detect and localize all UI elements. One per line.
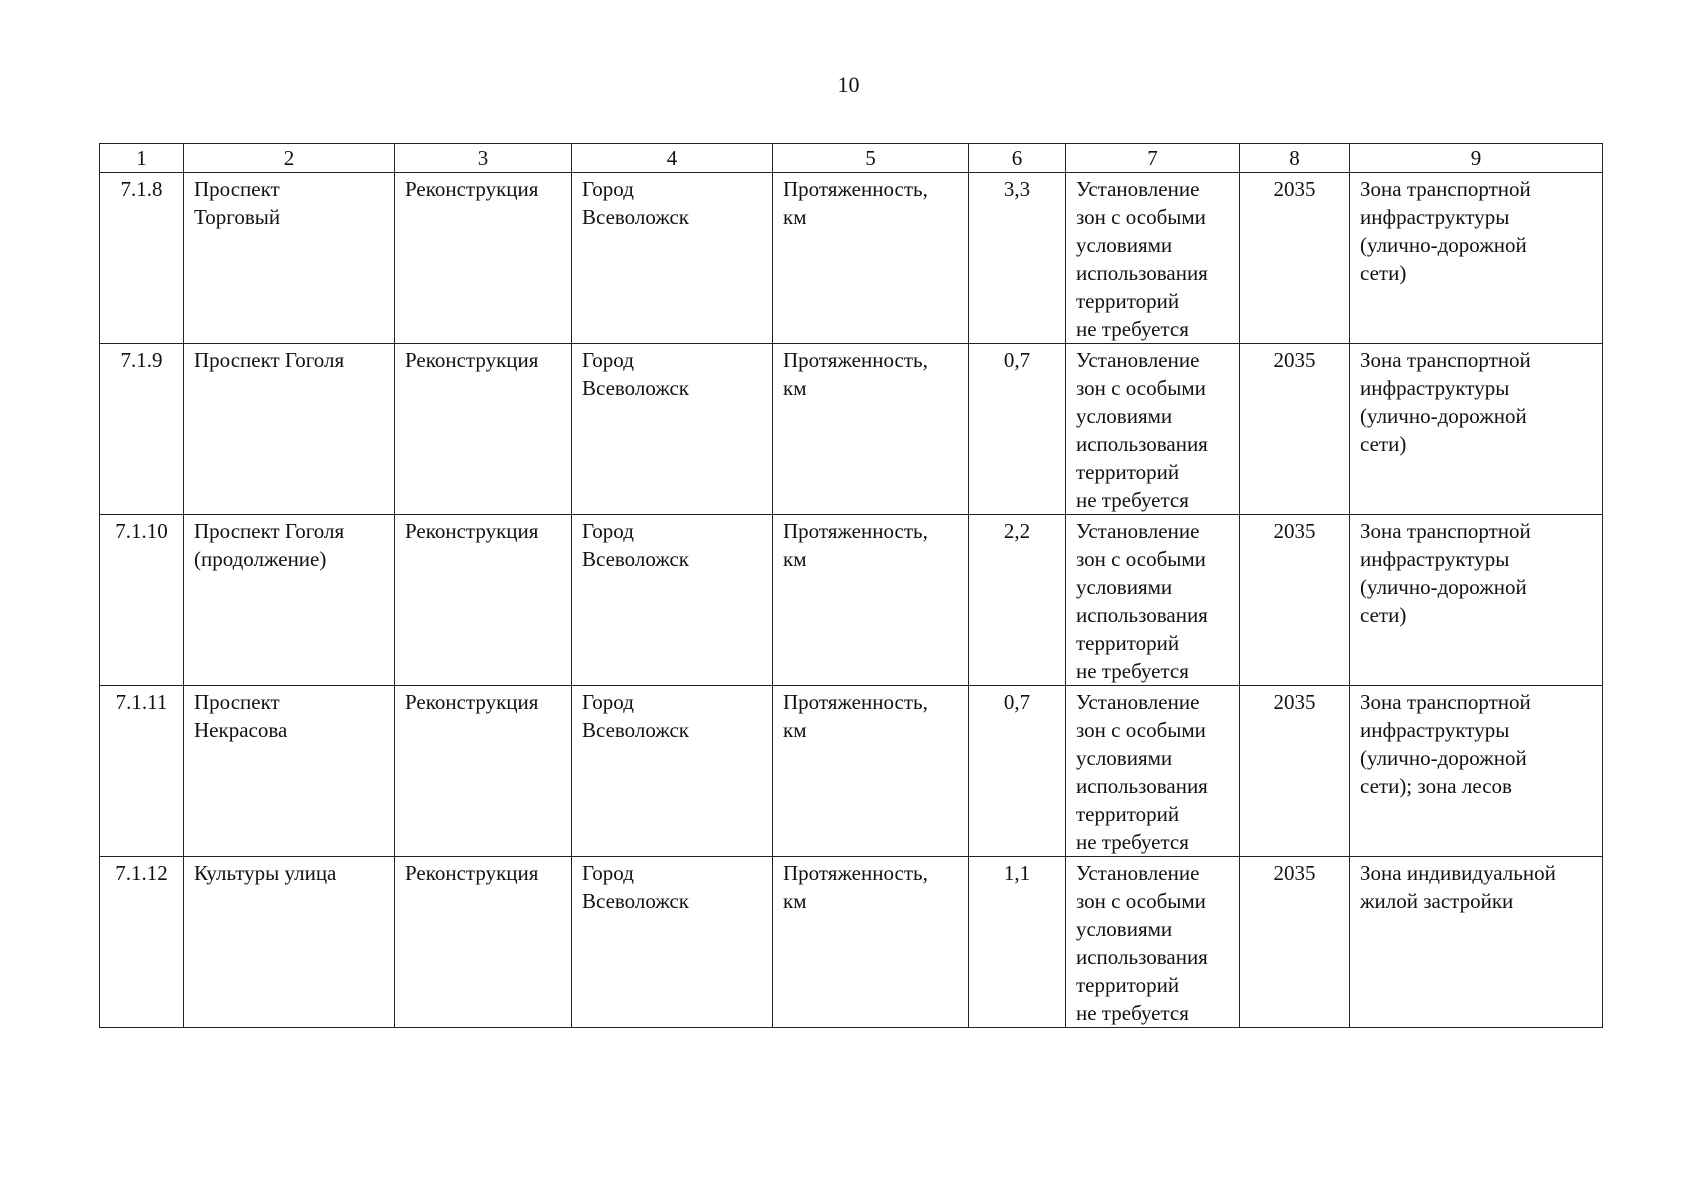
location-cell: Город Всеволожск [572,344,773,515]
table-row [100,686,1603,857]
value-cell: 0,7 [969,686,1066,857]
object-name-cell: Культуры улица [184,857,395,1028]
location-cell: Город Всеволожск [572,173,773,344]
action-cell: Реконструкция [395,173,572,344]
parameter-cell: Протяженность, км [773,515,969,686]
location-cell: Город Всеволожск [572,515,773,686]
year-cell: 2035 [1240,173,1350,344]
table-header-row [100,144,1603,173]
object-name-cell: Проспект Некрасова [184,686,395,857]
parameter-cell: Протяженность, км [773,686,969,857]
row-id-cell: 7.1.12 [100,857,184,1028]
column-header: 7 [1066,144,1240,173]
functional-zone-cell: Зона транспортной инфраструктуры (улично-дорожной сети) [1350,515,1603,686]
object-name-cell: Проспект Торговый [184,173,395,344]
year-cell: 2035 [1240,515,1350,686]
column-header: 4 [572,144,773,173]
zones-cell: Установление зон с особыми условиями использования территорий не требуется [1066,686,1240,857]
column-header: 1 [100,144,184,173]
functional-zone-cell: Зона индивидуальной жилой застройки [1350,857,1603,1028]
object-name-cell: Проспект Гоголя [184,344,395,515]
page-number: 10 [837,72,860,97]
zones-cell: Установление зон с особыми условиями использования территорий не требуется [1066,857,1240,1028]
row-id-cell: 7.1.11 [100,686,184,857]
column-header: 2 [184,144,395,173]
column-header: 3 [395,144,572,173]
zones-cell: Установление зон с особыми условиями использования территорий не требуется [1066,515,1240,686]
functional-zone-cell: Зона транспортной инфраструктуры (улично-дорожной сети); зона лесов [1350,686,1603,857]
location-cell: Город Всеволожск [572,857,773,1028]
action-cell: Реконструкция [395,344,572,515]
object-name-cell: Проспект Гоголя (продолжение) [184,515,395,686]
table-row [100,515,1603,686]
parameter-cell: Протяженность, км [773,173,969,344]
functional-zone-cell: Зона транспортной инфраструктуры (улично-дорожной сети) [1350,344,1603,515]
parameter-cell: Протяженность, км [773,344,969,515]
table-row [100,857,1603,1028]
year-cell: 2035 [1240,344,1350,515]
column-header: 6 [969,144,1066,173]
table-row [100,344,1603,515]
functional-zone-cell: Зона транспортной инфраструктуры (улично-дорожной сети) [1350,173,1603,344]
year-cell: 2035 [1240,686,1350,857]
row-id-cell: 7.1.10 [100,515,184,686]
value-cell: 1,1 [969,857,1066,1028]
value-cell: 0,7 [969,344,1066,515]
action-cell: Реконструкция [395,857,572,1028]
column-header: 5 [773,144,969,173]
location-cell: Город Всеволожск [572,686,773,857]
objects-table [99,143,1603,1028]
zones-cell: Установление зон с особыми условиями использования территорий не требуется [1066,344,1240,515]
action-cell: Реконструкция [395,515,572,686]
value-cell: 3,3 [969,173,1066,344]
parameter-cell: Протяженность, км [773,857,969,1028]
year-cell: 2035 [1240,857,1350,1028]
row-id-cell: 7.1.8 [100,173,184,344]
column-header: 9 [1350,144,1603,173]
action-cell: Реконструкция [395,686,572,857]
column-header: 8 [1240,144,1350,173]
value-cell: 2,2 [969,515,1066,686]
row-id-cell: 7.1.9 [100,344,184,515]
zones-cell: Установление зон с особыми условиями использования территорий не требуется [1066,173,1240,344]
table-row [100,173,1603,344]
